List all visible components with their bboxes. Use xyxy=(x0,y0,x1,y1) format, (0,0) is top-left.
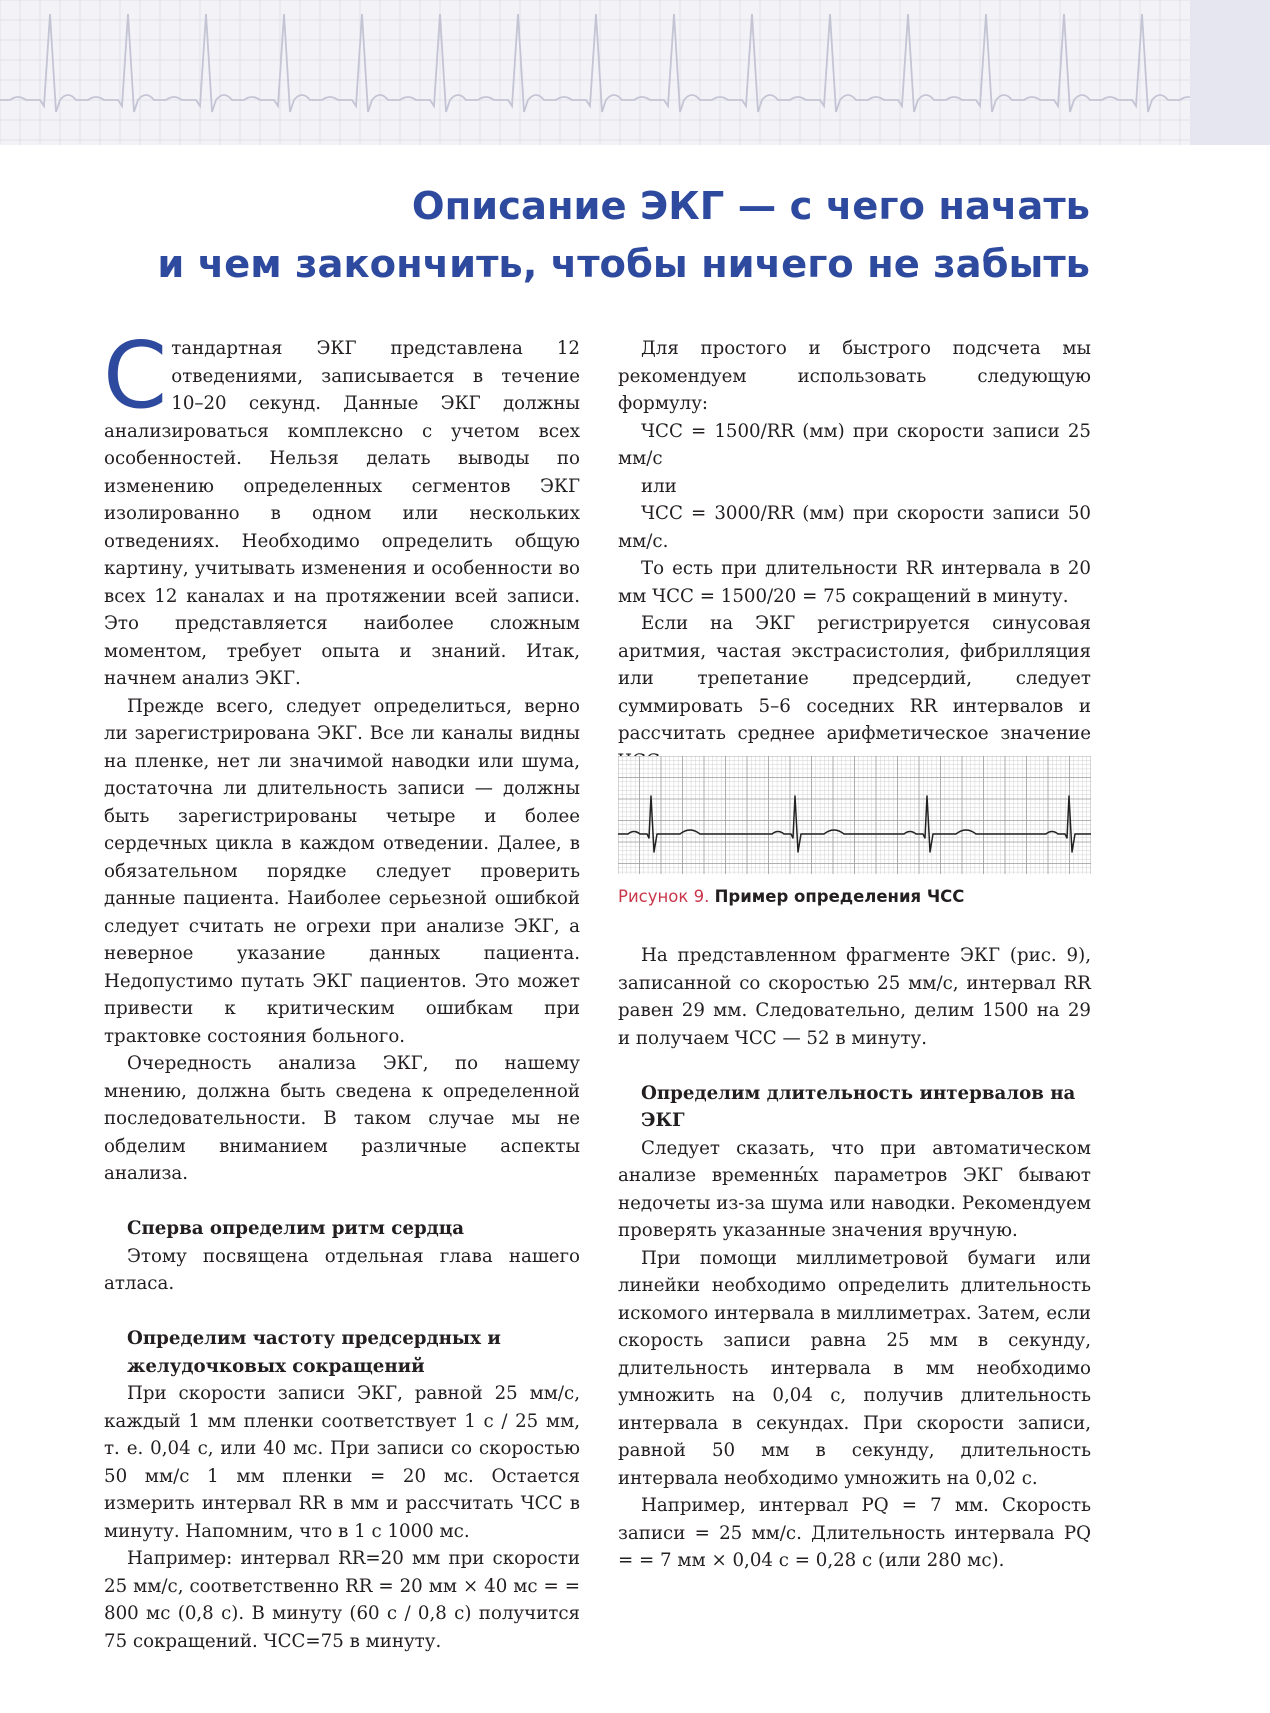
paragraph-analysis-order: Очередность анализа ЭКГ, по нашему мнению, должна быть сведена к определенной последовательности. В таком случае мы не обделим вниманием различные аспекты анализа. xyxy=(104,1053,580,1184)
paragraph-speed: При скорости записи ЭКГ, равной 25 мм/с, каждый 1 мм пленки соответствует 1 с / 25 мм, т. е. 0,04 с, или 40 мс. При записи со скоростью 50 мм/с 1 мм пленки = 20 мс. Остается измерить интервал RR в мм и рассчитать ЧСС в минуту. Напомним, что в 1 с 1000 мс. xyxy=(104,1383,580,1542)
right-column-bottom xyxy=(618,942,1091,1575)
figure-caption xyxy=(618,887,964,906)
page-title-line-2: и чем закончить, чтобы ничего не забыть xyxy=(157,242,1090,287)
heading-heart-rate: Определим частоту предсердных и желудочковых сокращений xyxy=(127,1328,501,1377)
left-column xyxy=(103,322,580,1655)
page-title-line-1: Описание ЭКГ — с чего начать xyxy=(411,184,1090,229)
header-ecg-trace xyxy=(0,14,1246,112)
figure-caption-text: Пример определения ЧСС xyxy=(714,887,965,906)
formula-50: ЧСС = 3000/RR (мм) при скорости записи 50 мм/с. xyxy=(618,503,1091,552)
paragraph-rr-example: То есть при длительности RR интервала в 20 мм ЧСС = 1500/20 = 75 сокращений в минуту. xyxy=(618,558,1091,607)
intro-paragraph xyxy=(103,322,580,693)
paragraph-example: Например: интервал RR=20 мм при скорости 25 мм/с, соответственно RR = 20 мм × 40 мс = = 800 мс (0,8 с). В минуту (60 с / 0,8 с) получится 75 сокращений. ЧСС=75 в минуту. xyxy=(104,1548,580,1652)
drop-cap: С xyxy=(103,322,168,429)
ecg-header-decoration xyxy=(0,0,1270,145)
heading-intervals: Определим длительность интервалов на ЭКГ xyxy=(641,1082,1076,1131)
paragraph-arrhythmia: Если на ЭКГ регистрируется синусовая аритмия, частая экстрасистолия, фибрилляция или трепетание предсердий, следует суммировать 5–6 соседних RR интервалов и рассчитать среднее арифметическое значение xyxy=(618,613,1091,744)
right-column-top xyxy=(618,335,1091,775)
heading-rhythm: Сперва определим ритм сердца xyxy=(127,1218,465,1239)
paragraph-rhythm: Этому посвящена отдельная глава нашего атласа. xyxy=(104,1245,580,1294)
paragraph-figure-explanation: На представленном фрагменте ЭКГ (рис. 9), записанной со скоростью 25 мм/с, интервал RR равен 29 мм. Следовательно, делим 1500 на 29 и получаем ЧСС — 52 в минуту. xyxy=(618,945,1091,1049)
intro-text: тандартная ЭКГ представлена 12 отведениями, записывается в течение 10–20 секунд. Данные ЭКГ должны анализироваться комплексно с учетом всех особенностей. Нельзя делать выводы по изменению определенных сегментов ЭКГ изолированно в одном или нескольких отведениях. Необходимо определить общую картину, учитывать изменения и особенности во всех 12 каналах и на протяжении всей записи. Это представляется наиболее сложным моментом, требует опыта и знаний. Итак, начнем анализ ЭКГ. xyxy=(104,338,580,689)
header-right-block xyxy=(1190,0,1270,145)
paragraph-pq-example: Например, интервал PQ = 7 мм. Скорость записи = 25 мм/с. Длительность интервала PQ = = 7 мм × 0,04 с = 0,28 с (или 280 мс). xyxy=(618,1495,1091,1571)
paragraph-auto-analysis: Следует сказать, что при автоматическом анализе временны́х параметров ЭКГ бывают недочеты из-за шума или наводки. Рекомендуем проверять указанные значения вручную. xyxy=(618,1137,1091,1241)
decorative-header-band xyxy=(0,0,1270,145)
paragraph-recording-check: Прежде всего, следует определиться, верно ли зарегистрирована ЭКГ. Все ли каналы видны на пленке, нет ли значимой наводки или шума, достаточна ли длительность записи — должны быть зарегистрированы четыре и более сердечных цикла в каждом отведении. Далее, в обязательном порядке следует проверить данные пациента. Наиболее серьезной ошибкой следует считать не огрехи при анализе ЭКГ, а неверное указание данных пациента. Недопустимо путать ЭКГ пациентов. Это может привести к критическим ошибкам при трактовке состояния больного. xyxy=(104,695,580,1047)
figure-caption-label: Рисунок 9. xyxy=(618,887,710,906)
ecg-strip-figure xyxy=(618,756,1091,874)
formula-or: или xyxy=(641,475,677,497)
paragraph-formula-intro: Для простого и быстрого подсчета мы рекомендуем использовать следующую формулу: xyxy=(618,338,1091,414)
formula-25: ЧСС = 1500/RR (мм) при скорости записи 25 мм/с xyxy=(618,420,1091,469)
paragraph-manual-measure: При помощи миллиметровой бумаги или линейки необходимо определить длительность искомого интервала в миллиметрах. Затем, если скорость записи равна 25 мм в секунду, длительность интервала в мм необходимо умножить на 0,04 с, получив длительность интервала в секундах. При скорости записи, равной 50 мм в секунду, длительность интервала необходимо умножить на 0,02 с. xyxy=(618,1247,1091,1489)
